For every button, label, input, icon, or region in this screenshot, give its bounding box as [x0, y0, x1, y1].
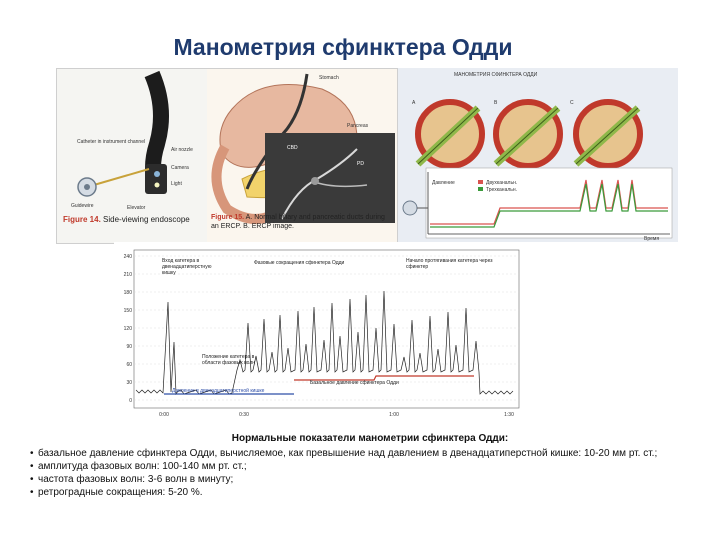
panel-letter-b: B — [494, 100, 498, 106]
y-tick-label: 240 — [123, 254, 132, 260]
legend-item-1: Двухканальн. — [486, 180, 518, 186]
x-tick-label: 1:30 — [504, 412, 514, 418]
label-light: Light — [171, 181, 182, 187]
y-tick-label: 60 — [126, 362, 132, 368]
annotation-phasic-waves: Фазовые сокращения сфинктера Одди — [254, 260, 345, 266]
annotation-duodenal-entry: Вход катетера в двенадцатиперстную кишку — [162, 258, 212, 276]
y-tick-label: 0 — [129, 398, 132, 404]
y-tick-label: 90 — [126, 344, 132, 350]
figure-15-label: Figure 15. — [211, 214, 245, 221]
y-tick-label: 180 — [123, 290, 132, 296]
notes-list — [30, 447, 670, 499]
label-elevator: Elevator — [127, 205, 146, 211]
manometry-header: МАНОМЕТРИЯ СФИНКТЕРА ОДДИ — [454, 72, 538, 78]
sphincter-view-b — [496, 102, 560, 166]
figure-14-text: Side-viewing endoscope — [103, 215, 190, 224]
annotation-duodenal-pressure: Давление в двенадцатиперстной кишке — [172, 388, 265, 394]
label-camera: Camera — [171, 165, 189, 171]
legend-item-2: Трехканальн. — [486, 187, 518, 193]
label-cbd: CBD — [287, 145, 298, 151]
x-tick-label: 0:00 — [159, 412, 169, 418]
panel-letter-a: A — [412, 100, 416, 106]
figure-14-caption — [63, 215, 203, 224]
figure-15-text: A. Normal biliary and pancreatic ducts during an ERCP. B. ERCP image. — [211, 214, 385, 230]
notes-heading: Нормальные показатели манометрии сфинктера Одди: — [231, 433, 509, 444]
panel-letter-c: C — [570, 100, 574, 106]
y-tick-label: 30 — [126, 380, 132, 386]
notes-item: • частота фазовых волн: 3-6 волн в минуту; — [30, 473, 670, 486]
sphincter-view-a — [418, 102, 482, 166]
endoscope-anatomy-figure — [56, 68, 398, 244]
notes-item: • базальное давление сфинктера Одди, вычисляемое, как превышение над давлением в двенадцатиперстной кишке: 10-20 мм рт. ст.; — [30, 447, 670, 460]
annotation-catheter-position: Положение катетера в области фазовых волн — [202, 354, 256, 366]
y-tick-label: 150 — [123, 308, 132, 314]
y-tick-label: 120 — [123, 326, 132, 332]
label-guidewire: Guidewire — [71, 203, 94, 209]
normal-values-notes — [30, 432, 670, 499]
label-pd: PD — [357, 161, 364, 167]
sphincter-view-c — [576, 102, 640, 166]
label-pancreas: Pancreas — [347, 123, 369, 129]
manometry-illustration — [398, 68, 678, 242]
slide-title: Манометрия сфинктера Одди — [173, 34, 513, 60]
manometry-tracing — [114, 242, 534, 422]
label-catheter: Catheter in instrument channel — [77, 139, 146, 145]
time-axis-label: Время — [644, 236, 660, 242]
manometry-diagram — [398, 68, 678, 242]
label-air-nozzle: Air nozzle — [171, 147, 193, 153]
figure-14-label: Figure 14. — [63, 215, 101, 224]
x-tick-label: 0:30 — [239, 412, 249, 418]
label-stomach: Stomach — [319, 75, 339, 81]
ercp-image — [265, 133, 395, 223]
annotation-pullback: Начало протягивания катетера через сфинктер — [406, 258, 493, 270]
figure-15-caption — [211, 213, 391, 231]
pressure-axis-label: Давление — [432, 180, 455, 186]
x-tick-label: 1:00 — [389, 412, 399, 418]
y-tick-label: 210 — [123, 272, 132, 278]
notes-item: • ретроградные сокращения: 5-20 %. — [30, 486, 670, 499]
notes-item: • амплитуда фазовых волн: 100-140 мм рт. ст.; — [30, 460, 670, 473]
annotation-basal-pressure: Базальное давление сфинктера Одди — [310, 380, 399, 386]
tracing-chart — [114, 242, 534, 422]
